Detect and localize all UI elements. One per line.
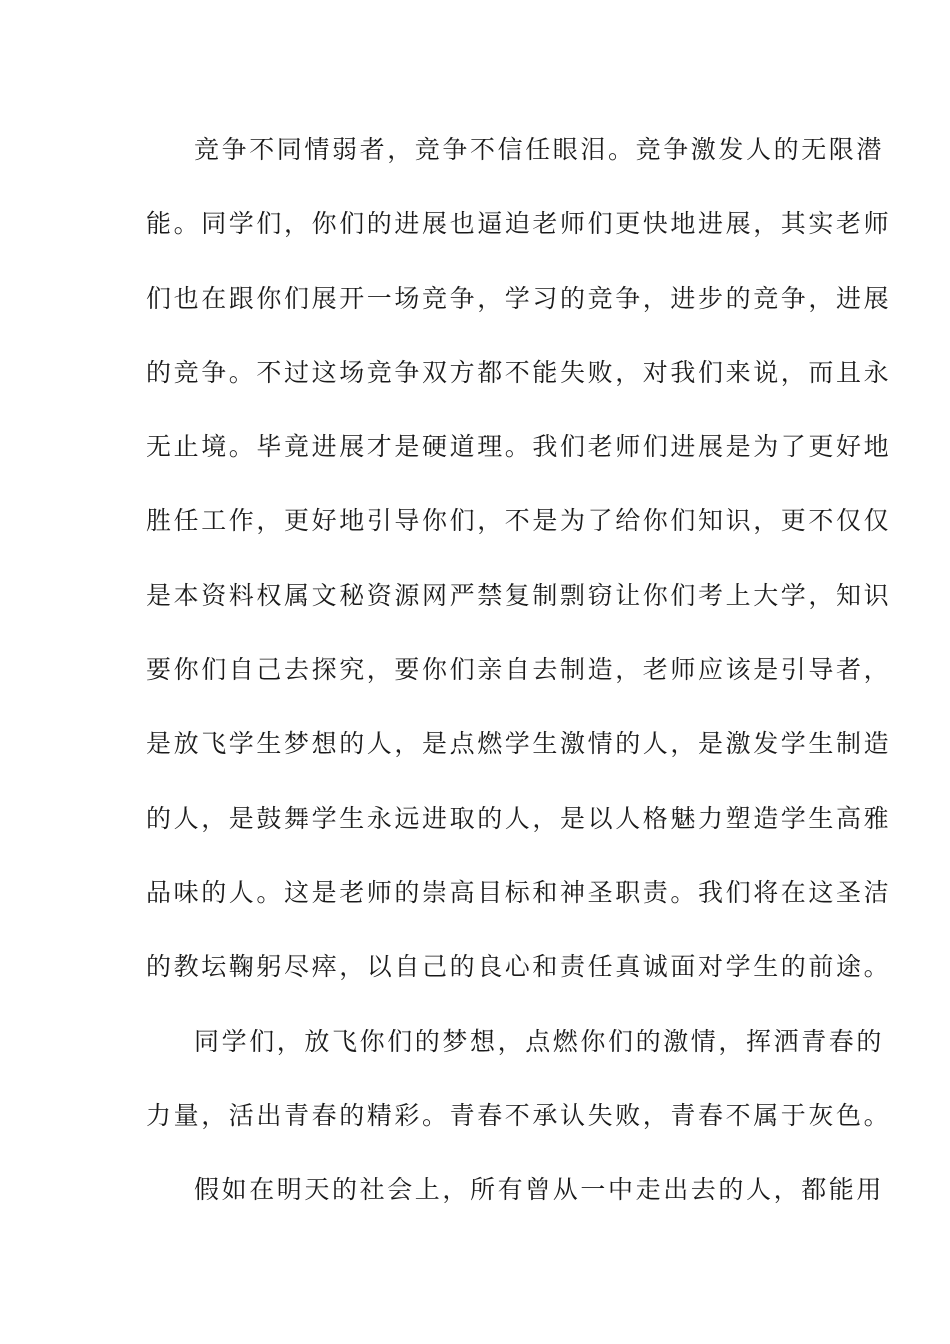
text-line: 能。同学们，你们的进展也逼迫老师们更快地进展，其实老师 — [146, 209, 892, 239]
text-line: 要你们自己去探究，要你们亲自去制造，老师应该是引导者， — [146, 655, 892, 685]
text-line: 品味的人。这是老师的崇高目标和神圣职责。我们将在这圣洁 — [146, 877, 892, 907]
text-line: 是本资料权属文秘资源网严禁复制剽窃让你们考上大学，知识 — [146, 580, 892, 610]
document-body — [146, 128, 892, 1242]
text-line: 的竞争。不过这场竞争双方都不能失败，对我们来说，而且永 — [146, 357, 892, 387]
text-line: 的人，是鼓舞学生永远进取的人，是以人格魅力塑造学生高雅 — [146, 803, 892, 833]
text-line: 是放飞学生梦想的人，是点燃学生激情的人，是激发学生制造 — [146, 729, 892, 759]
text-line: 胜任工作，更好地引导你们，不是为了给你们知识，更不仅仅 — [146, 506, 892, 536]
text-line: 同学们，放飞你们的梦想，点燃你们的激情，挥洒青春的 — [194, 1026, 885, 1056]
text-line: 的教坛鞠躬尽瘁，以自己的良心和责任真诚面对学生的前途。 — [146, 952, 892, 982]
text-line: 力量，活出青春的精彩。青春不承认失败，青春不属于灰色。 — [146, 1100, 892, 1130]
text-line: 们也在跟你们展开一场竞争，学习的竞争，进步的竞争，进展 — [146, 283, 892, 313]
text-line: 竞争不同情弱者，竞争不信任眼泪。竞争激发人的无限潜 — [194, 135, 885, 164]
text-line: 假如在明天的社会上，所有曾从一中走出去的人，都能用 — [194, 1175, 885, 1205]
text-line: 无止境。毕竟进展才是硬道理。我们老师们进展是为了更好地 — [146, 432, 892, 462]
